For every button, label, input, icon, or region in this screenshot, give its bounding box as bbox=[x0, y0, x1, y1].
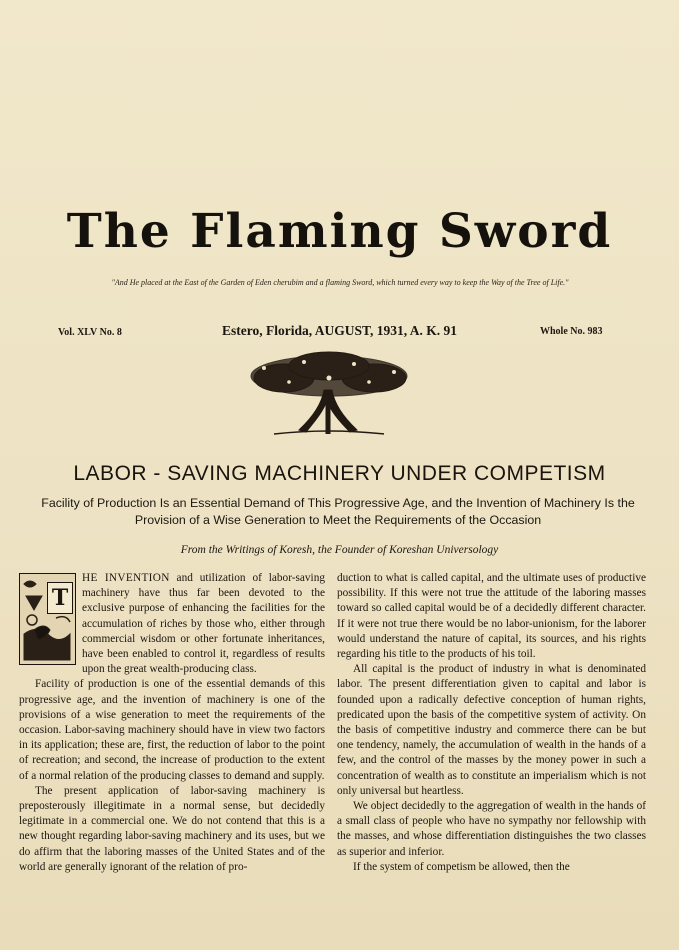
article-byline: From the Writings of Koresh, the Founder of Koreshan Universology bbox=[180, 544, 499, 556]
paragraph-1-text: and utilization of labor-saving machinery have thus far been devoted to the exclusive purpose of enhancing the facilities for the accumulation of riches by those who, either through commercial wisdom or other fortunate inheritances, have been enabled to control it, regardless of results upon the great wealth-producing class. bbox=[82, 572, 325, 676]
paragraph-1-caps: HE INVENTION bbox=[82, 572, 170, 584]
paragraph-5: All capital is the product of industry in what is denominated labor. The present differentiation given to capital and labor is founded upon a radically defective conception of human rights, predicated upon the basis of the competitive system of activity. On the basis of competitive industry and commerce there can be but one tendency, namely, the accumulation of wealth in the hands of a few, and the control of the masses by the money power in such a concentration of wealth as to constitute an imperialism which is not only universal but heartless. bbox=[337, 663, 646, 797]
tree-of-life-emblem bbox=[244, 348, 414, 440]
paragraph-6: We object decidedly to the aggregation of wealth in the hands of a small class of people who have no sympathy nor fellowship with the masses, and whose differentiation distinguishes the two classes as superior and inferior. bbox=[337, 800, 646, 858]
paragraph-2: Facility of production is one of the essential demands of this progressive age, and the invention of machinery is one of the provisions of a wise generation to meet the requirements of the occasion. Labor-saving machinery should have in view two factors in its application; these are, first, the reduction of labor to the point of recreation; and second, the increase of production to the extent of a normal relation of the producing classes to demand and supply. bbox=[19, 678, 325, 782]
drop-cap-letter: T bbox=[47, 582, 73, 614]
whole-number: Whole No. 983 bbox=[540, 326, 603, 337]
masthead-motto: "And He placed at the East of the Garden of Eden cherubim and a flaming Sword, which turned every way to keep the Way of the Tree of Life." bbox=[111, 278, 569, 287]
paragraph-4: duction to what is called capital, and the ultimate uses of productive possibility. If this were not true the attitude of the laboring masses toward so called capital would be of a decidedly different character. If it were not true there would be no labor-unionism, for the laborer would understand the nature of capital, its sources, and his rights regarding his title to the products of his toil. bbox=[337, 572, 646, 661]
masthead-title: The Flaming Sword bbox=[66, 204, 613, 259]
article-column-right bbox=[337, 571, 646, 875]
article-headline: LABOR - SAVING MACHINERY UNDER COMPETISM bbox=[73, 462, 606, 485]
volume-number: Vol. XLV No. 8 bbox=[58, 327, 122, 338]
article-subhead: Facility of Production Is an Essential Demand of This Progressive Age, and the Invention of Machinery Is the Provision of a Wise Generation to Meet the Requirements of the Occasion bbox=[41, 496, 635, 527]
paragraph-3: The present application of labor-saving machinery is preposterously illegitimate in a normal sense, but decidedly legitimate in a commercial one. We do not contend that this is a new thought regarding labor-saving machinery and its uses, but we do affirm that the laboring masses of the United States and of the world are generally ignorant of the relation of pro- bbox=[19, 784, 325, 873]
paragraph-7: If the system of competism be allowed, then the bbox=[353, 860, 570, 873]
ornamental-drop-cap bbox=[19, 573, 76, 665]
article-column-left bbox=[19, 571, 325, 875]
dateline: Estero, Florida, AUGUST, 1931, A. K. 91 bbox=[221, 323, 457, 338]
